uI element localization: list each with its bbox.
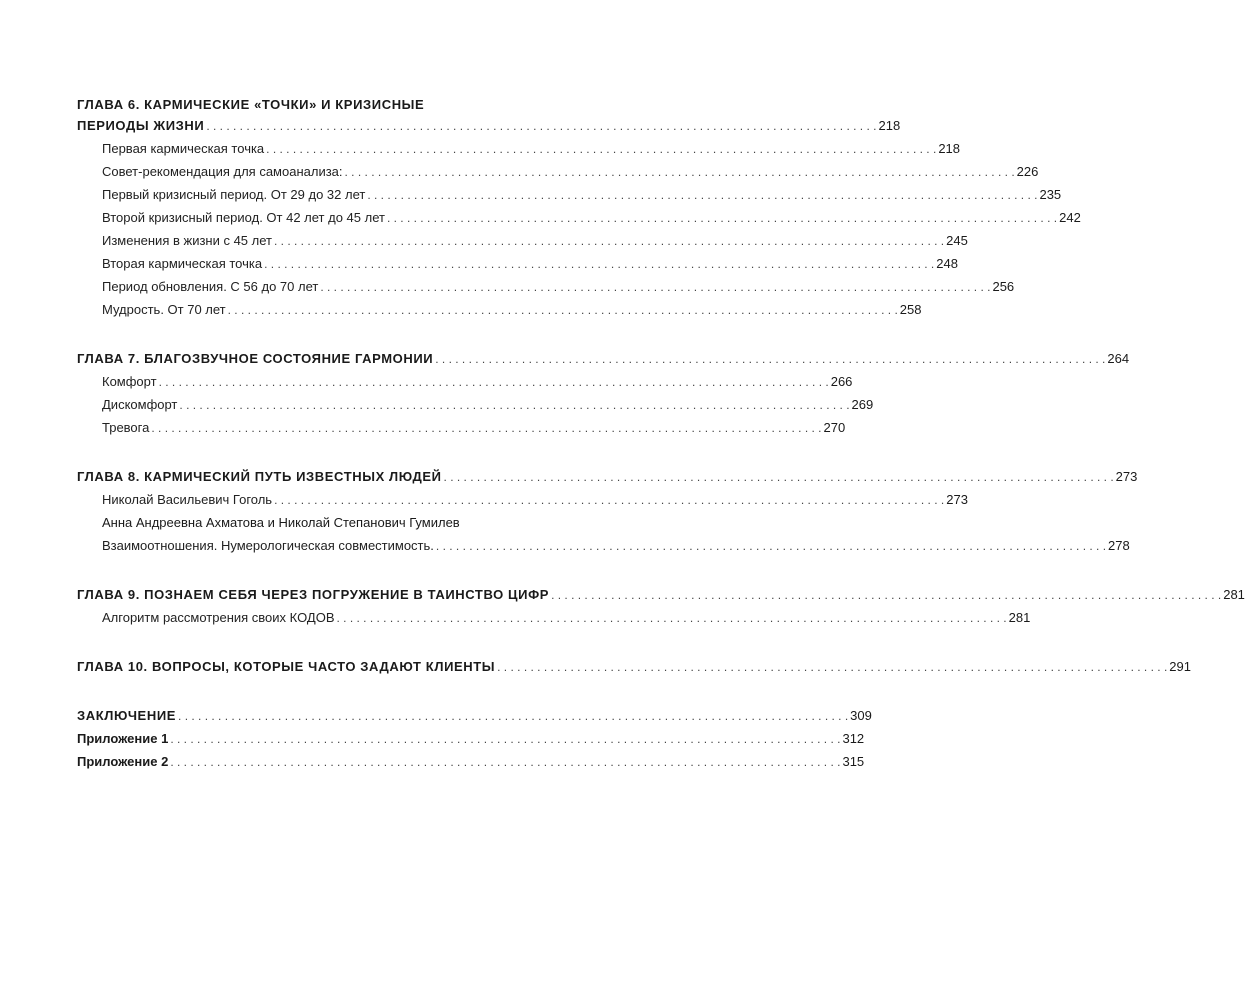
entry-title: Николай Васильевич Гоголь: [102, 492, 273, 507]
dot-leader: [264, 257, 934, 271]
back-matter: [77, 708, 872, 777]
toc-entry-conclusion[interactable]: [77, 708, 872, 731]
chapter-7: [77, 351, 1130, 443]
page-number: 281: [1223, 587, 1245, 602]
toc-entry[interactable]: [77, 420, 846, 443]
page-number: 226: [1016, 164, 1039, 179]
entry-title: Приложение 2: [77, 754, 169, 769]
chapter-9-title[interactable]: [77, 587, 1245, 610]
toc-entry[interactable]: [77, 164, 1039, 187]
dot-leader: [159, 375, 829, 389]
toc-entry[interactable]: [77, 141, 961, 164]
dot-leader: [206, 119, 876, 133]
toc-entry[interactable]: [77, 210, 1081, 233]
page-number: 245: [946, 233, 968, 248]
chapter-8: [77, 469, 1138, 561]
toc-entry[interactable]: [77, 256, 958, 279]
dot-leader: [497, 660, 1167, 674]
chapter-title: ГЛАВА 7. БЛАГОЗВУЧНОЕ СОСТОЯНИЕ ГАРМОНИИ: [77, 351, 434, 366]
entry-title: Вторая кармическая точка: [102, 256, 263, 271]
toc-entry-line1[interactable]: [77, 515, 507, 538]
page-number: 281: [1008, 610, 1031, 625]
toc-entry[interactable]: [77, 302, 922, 325]
page-number: 269: [851, 397, 874, 412]
dot-leader: [170, 755, 840, 769]
dot-leader: [345, 165, 1015, 179]
entry-title: Первая кармическая точка: [102, 141, 265, 156]
dot-leader: [551, 588, 1221, 602]
page-number: 315: [842, 754, 865, 769]
dot-leader: [367, 188, 1037, 202]
dot-leader: [170, 732, 840, 746]
page-number: 273: [1115, 469, 1138, 484]
dot-leader: [266, 142, 936, 156]
table-of-contents: [77, 97, 1245, 777]
page-number: 291: [1169, 659, 1191, 674]
entry-title: Взаимоотношения. Нумерологическая совместимость.: [102, 538, 434, 553]
toc-entry[interactable]: [77, 397, 874, 420]
dot-leader: [179, 398, 849, 412]
toc-entry[interactable]: [77, 610, 1031, 633]
chapter-6: [77, 97, 1081, 325]
chapter-7-title[interactable]: [77, 351, 1130, 374]
dot-leader: [435, 352, 1105, 366]
dot-leader: [274, 234, 944, 248]
page-number: 270: [823, 420, 846, 435]
page-number: 235: [1039, 187, 1062, 202]
page-number: 273: [946, 492, 968, 507]
dot-leader: [444, 470, 1114, 484]
dot-leader: [337, 611, 1007, 625]
page-number: 264: [1107, 351, 1130, 366]
entry-title: Изменения в жизни с 45 лет: [102, 233, 272, 248]
chapter-title: ПЕРИОДЫ ЖИЗНИ: [77, 118, 205, 133]
chapter-title: ГЛАВА 8. КАРМИЧЕСКИЙ ПУТЬ ИЗВЕСТНЫХ ЛЮДЕЙ: [77, 469, 442, 484]
dot-leader: [387, 211, 1057, 225]
page-number: 248: [936, 256, 958, 271]
dot-leader: [320, 280, 990, 294]
dot-leader: [151, 421, 821, 435]
page-number: 256: [992, 279, 1015, 294]
dot-leader: [274, 493, 944, 507]
toc-entry-appendix-2[interactable]: [77, 754, 865, 777]
entry-title: Алгоритм рассмотрения своих КОДОВ: [102, 610, 335, 625]
chapter-title: ГЛАВА 6. КАРМИЧЕСКИЕ «ТОЧКИ» И КРИЗИСНЫЕ: [77, 97, 425, 112]
entry-title: Период обновления. С 56 до 70 лет: [102, 279, 319, 294]
page-number: 312: [842, 731, 865, 746]
dot-leader: [228, 303, 898, 317]
entry-title: Мудрость. От 70 лет: [102, 302, 226, 317]
toc-entry[interactable]: [77, 187, 1062, 210]
page-number: 218: [878, 118, 901, 133]
entry-title: ЗАКЛЮЧЕНИЕ: [77, 708, 177, 723]
toc-entry-line2[interactable]: [77, 538, 1130, 561]
entry-title: Дискомфорт: [102, 397, 178, 412]
entry-title: Анна Андреевна Ахматова и Николай Степанович Гумилев: [102, 515, 460, 530]
toc-entry[interactable]: [77, 233, 968, 256]
entry-title: Второй кризисный период. От 42 лет до 45 лет: [102, 210, 385, 225]
entry-title: Приложение 1: [77, 731, 169, 746]
toc-entry-appendix-1[interactable]: [77, 731, 865, 754]
chapter-title: ГЛАВА 10. ВОПРОСЫ, КОТОРЫЕ ЧАСТО ЗАДАЮТ КЛИЕНТЫ: [77, 659, 496, 674]
toc-entry[interactable]: [77, 279, 1015, 302]
toc-entry[interactable]: [77, 374, 853, 397]
page-number: 309: [850, 708, 872, 723]
chapter-title: ГЛАВА 9. ПОЗНАЕМ СЕБЯ ЧЕРЕЗ ПОГРУЖЕНИЕ В ТАИНСТВО ЦИФР: [77, 587, 550, 602]
page-number: 258: [899, 302, 922, 317]
dot-leader: [178, 709, 848, 723]
entry-title: Совет-рекомендация для самоанализа:: [102, 164, 343, 179]
entry-title: Тревога: [102, 420, 150, 435]
dot-leader: [436, 539, 1106, 553]
toc-entry[interactable]: [77, 492, 968, 515]
entry-title: Первый кризисный период. От 29 до 32 лет: [102, 187, 366, 202]
page-number: 278: [1108, 538, 1130, 553]
chapter-6-title-line1: [77, 97, 507, 118]
page-number: 242: [1059, 210, 1081, 225]
chapter-10: [77, 659, 1191, 682]
entry-title: Комфорт: [102, 374, 157, 389]
page-number: 218: [938, 141, 961, 156]
chapter-8-title[interactable]: [77, 469, 1138, 492]
chapter-10-title[interactable]: [77, 659, 1191, 682]
chapter-6-title-line2[interactable]: [77, 118, 901, 141]
page-number: 266: [830, 374, 853, 389]
chapter-9: [77, 587, 1245, 633]
